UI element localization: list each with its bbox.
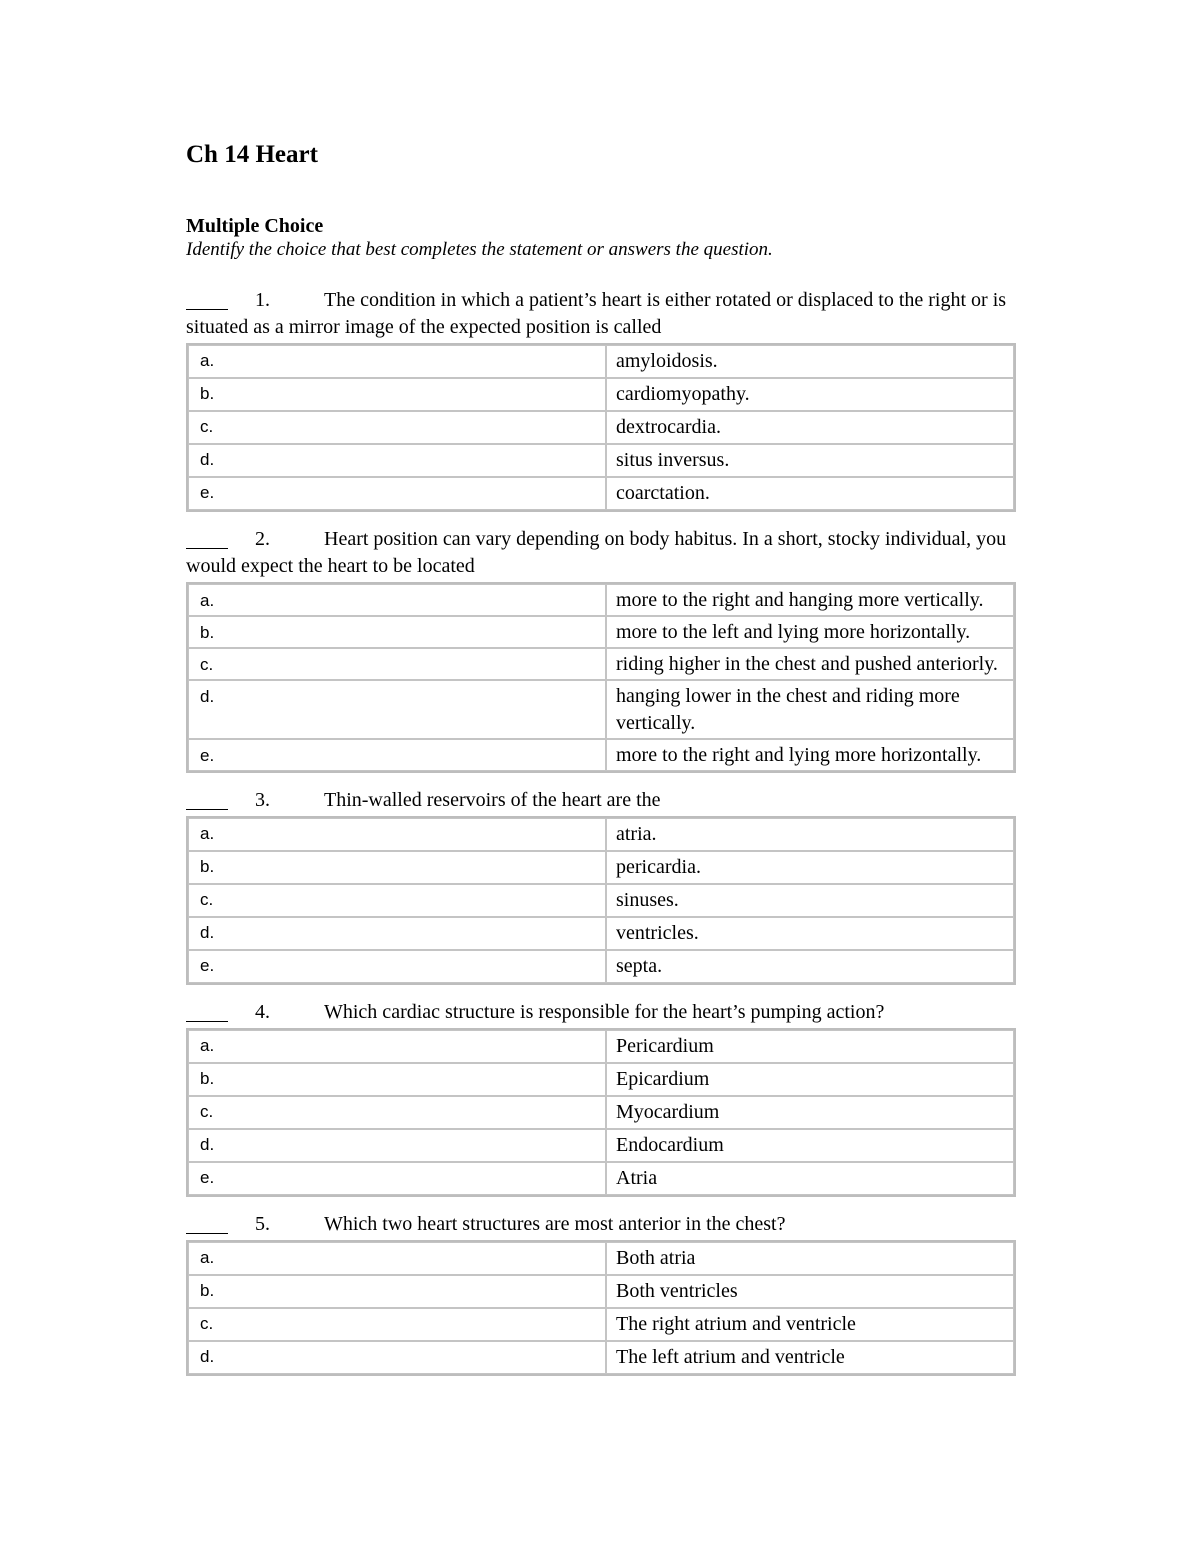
choice-row[interactable]	[188, 1275, 1014, 1308]
question-stem	[186, 1211, 1016, 1238]
choices-table	[186, 343, 1016, 512]
question-stem	[186, 787, 1016, 814]
choice-row[interactable]	[188, 345, 1014, 378]
answer-blank[interactable]	[186, 1213, 228, 1234]
question-text: Thin-walled reservoirs of the heart are the	[324, 789, 661, 811]
choice-text: more to the right and hanging more vertically.	[606, 584, 1014, 616]
choice-letter: c.	[188, 884, 606, 917]
choice-row[interactable]	[188, 917, 1014, 950]
choice-letter: e.	[188, 1162, 606, 1195]
choice-letter: c.	[188, 411, 606, 444]
choices-table	[186, 1240, 1016, 1376]
choice-row[interactable]	[188, 1129, 1014, 1162]
answer-blank[interactable]	[186, 1001, 228, 1022]
choice-text: Atria	[606, 1162, 1014, 1195]
choice-text: Both ventricles	[606, 1275, 1014, 1308]
question-5	[186, 1211, 1016, 1376]
document-content	[186, 138, 1016, 1390]
choice-text: cardiomyopathy.	[606, 378, 1014, 411]
choice-row[interactable]	[188, 444, 1014, 477]
question-list	[186, 287, 1016, 1376]
choice-text: ventricles.	[606, 917, 1014, 950]
choice-letter: e.	[188, 477, 606, 510]
question-number: 1.	[255, 289, 270, 311]
choice-row[interactable]	[188, 851, 1014, 884]
choice-letter: e.	[188, 950, 606, 983]
section-title: Multiple Choice	[186, 215, 324, 237]
question-3	[186, 787, 1016, 985]
choice-letter: a.	[188, 818, 606, 851]
question-stem	[186, 287, 1016, 341]
question-number: 2.	[255, 528, 270, 550]
question-2	[186, 526, 1016, 773]
choice-letter: a.	[188, 1242, 606, 1275]
choice-row[interactable]	[188, 1030, 1014, 1063]
section-instructions: Identify the choice that best completes the statement or answers the question.	[186, 239, 773, 260]
choice-row[interactable]	[188, 884, 1014, 917]
choice-row[interactable]	[188, 1308, 1014, 1341]
question-number: 3.	[255, 789, 270, 811]
answer-blank[interactable]	[186, 289, 228, 310]
question-text: Which cardiac structure is responsible for the heart’s pumping action?	[324, 1001, 885, 1023]
choice-text: riding higher in the chest and pushed anteriorly.	[606, 648, 1014, 680]
choice-row[interactable]	[188, 1341, 1014, 1374]
choice-letter: b.	[188, 1275, 606, 1308]
choice-row[interactable]	[188, 1242, 1014, 1275]
choice-letter: d.	[188, 680, 606, 739]
question-number: 5.	[255, 1213, 270, 1235]
choice-letter: e.	[188, 739, 606, 771]
choice-row[interactable]	[188, 584, 1014, 616]
choice-text: hanging lower in the chest and riding more vertically.	[606, 680, 1014, 739]
choice-text: pericardia.	[606, 851, 1014, 884]
question-text: The condition in which a patient’s heart is either rotated or displaced to the right or is situated as a mirror image of the expected position is called	[186, 289, 1007, 338]
choice-row[interactable]	[188, 1162, 1014, 1195]
choice-row[interactable]	[188, 648, 1014, 680]
choice-text: more to the right and lying more horizontally.	[606, 739, 1014, 771]
choice-text: The left atrium and ventricle	[606, 1341, 1014, 1374]
choice-text: Both atria	[606, 1242, 1014, 1275]
choice-row[interactable]	[188, 616, 1014, 648]
choice-row[interactable]	[188, 739, 1014, 771]
choice-letter: d.	[188, 1129, 606, 1162]
choice-row[interactable]	[188, 818, 1014, 851]
choice-row[interactable]	[188, 411, 1014, 444]
choice-letter: a.	[188, 345, 606, 378]
choice-text: Myocardium	[606, 1096, 1014, 1129]
answer-blank[interactable]	[186, 789, 228, 810]
document-title: Ch 14 Heart	[186, 141, 318, 168]
choice-text: situs inversus.	[606, 444, 1014, 477]
choice-row[interactable]	[188, 1063, 1014, 1096]
question-text: Heart position can vary depending on body habitus. In a short, stocky individual, you would expect the heart to be located	[186, 528, 1007, 577]
choice-text: more to the left and lying more horizontally.	[606, 616, 1014, 648]
question-number: 4.	[255, 1001, 270, 1023]
choices-table	[186, 1028, 1016, 1197]
choice-text: atria.	[606, 818, 1014, 851]
choice-letter: c.	[188, 1096, 606, 1129]
question-stem	[186, 526, 1016, 580]
choice-text: Pericardium	[606, 1030, 1014, 1063]
question-1	[186, 287, 1016, 512]
choice-letter: a.	[188, 584, 606, 616]
choice-text: sinuses.	[606, 884, 1014, 917]
question-text: Which two heart structures are most anterior in the chest?	[324, 1213, 786, 1235]
choice-letter: a.	[188, 1030, 606, 1063]
choice-letter: d.	[188, 444, 606, 477]
choice-row[interactable]	[188, 1096, 1014, 1129]
choice-letter: c.	[188, 648, 606, 680]
choice-text: Endocardium	[606, 1129, 1014, 1162]
choices-table	[186, 582, 1016, 773]
choice-text: dextrocardia.	[606, 411, 1014, 444]
choice-letter: b.	[188, 1063, 606, 1096]
choice-letter: d.	[188, 1341, 606, 1374]
choice-row[interactable]	[188, 950, 1014, 983]
choice-letter: d.	[188, 917, 606, 950]
choice-row[interactable]	[188, 378, 1014, 411]
choice-letter: b.	[188, 851, 606, 884]
choice-text: Epicardium	[606, 1063, 1014, 1096]
choice-letter: c.	[188, 1308, 606, 1341]
choice-row[interactable]	[188, 680, 1014, 739]
choice-text: septa.	[606, 950, 1014, 983]
choices-table	[186, 816, 1016, 985]
choice-letter: b.	[188, 378, 606, 411]
choice-letter: b.	[188, 616, 606, 648]
choice-text: coarctation.	[606, 477, 1014, 510]
question-4	[186, 999, 1016, 1197]
choice-text: amyloidosis.	[606, 345, 1014, 378]
choice-row[interactable]	[188, 477, 1014, 510]
answer-blank[interactable]	[186, 528, 228, 549]
question-stem	[186, 999, 1016, 1026]
choice-text: The right atrium and ventricle	[606, 1308, 1014, 1341]
